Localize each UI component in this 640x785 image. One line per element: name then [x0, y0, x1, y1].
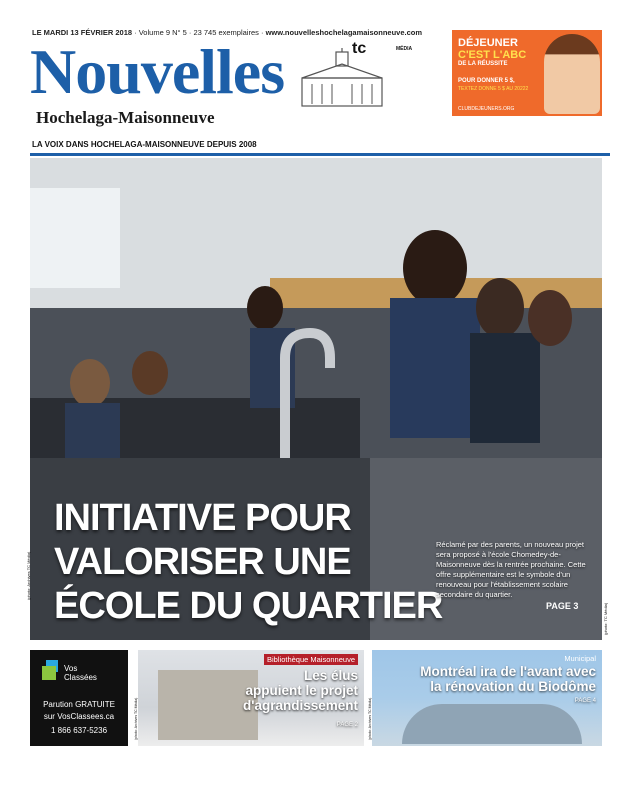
publisher-logo: tc	[352, 40, 367, 57]
ad-website: CLUBDEJEUNERS.ORG	[458, 106, 515, 112]
biodome-kicker: Municipal	[564, 654, 596, 663]
issue-copies: 23 745 exemplaires	[193, 28, 259, 37]
biodome-photo-credit: (photo: Archives TC Média)	[368, 697, 372, 740]
tagline: LA VOIX DANS HOCHELAGA-MAISONNEUVE DEPUIS 2008	[32, 140, 257, 149]
classifieds-brand-line-1: Vos	[64, 664, 78, 673]
classifieds-brand	[64, 664, 97, 682]
headline-line-2: VALORISER UNE	[54, 541, 351, 583]
classifieds-phone: 1 866 637-5236	[50, 726, 108, 735]
biodome-page-ref: PAGE 4	[574, 698, 596, 704]
ad-line-5: TEXTEZ DONNE 5 $ AU 20222	[458, 86, 529, 92]
biodome-title	[420, 664, 596, 694]
top-advertisement[interactable]	[452, 30, 602, 116]
masthead-title: Nouvelles	[30, 36, 285, 107]
classifieds-line-1: Parution GRATUITE	[43, 700, 115, 709]
library-kicker: Bibliothèque Maisonneuve	[264, 654, 358, 665]
main-deck: Réclamé par des parents, un nouveau projet sera proposé à l'école Chomedey-de-Maisonneuve dès la rentrée prochaine. Cette offre supplémentaire est le symbole d'un renouveau pour l'établissement scolaire secondaire du quartier.	[436, 540, 586, 599]
biodome-title-line-1: Montréal ira de l'avant avec	[420, 664, 596, 679]
publisher-suffix: MÉDIA	[396, 46, 413, 52]
biodome-teaser[interactable]	[372, 650, 602, 746]
library-title-line-1: Les élus	[303, 668, 358, 683]
main-headline[interactable]	[54, 496, 442, 628]
photo-credit-left: (photo: Archives TC Média)	[26, 551, 31, 600]
library-title-line-2: appuient le projet	[245, 683, 358, 698]
library-page-ref: PAGE 2	[336, 722, 358, 728]
website-link[interactable]: www.nouvelleshochelagamaisonneuve.com	[265, 28, 423, 37]
main-page-ref[interactable]: PAGE 3	[546, 601, 579, 611]
headline-line-1: INITIATIVE POUR	[54, 497, 351, 539]
masthead-rule	[30, 153, 610, 156]
ad-child-photo	[544, 34, 600, 114]
masthead-subtitle: Hochelaga-Maisonneuve	[36, 108, 215, 127]
headline-line-3: ÉCOLE DU QUARTIER	[54, 585, 443, 627]
classifieds-ad[interactable]	[30, 650, 128, 746]
ad-line-4: POUR DONNER 5 $,	[458, 78, 515, 84]
classifieds-brand-line-2: Classées	[64, 673, 97, 682]
ad-line-1: DÉJEUNER	[458, 37, 518, 49]
issue-volume: Volume 9 N° 5	[138, 28, 187, 37]
classifieds-line-2: sur VosClassees.ca	[43, 712, 115, 721]
library-photo-credit: (photo: Archives TC Média)	[134, 697, 138, 740]
masthead	[30, 36, 440, 130]
ad-line-3: DE LA RÉUSSITE	[458, 61, 508, 67]
library-title-line-3: d'agrandissement	[243, 698, 358, 713]
issue-date: LE MARDI 13 FÉVRIER 2018	[32, 28, 133, 37]
library-title	[243, 668, 358, 713]
photo-credit-right: (photo: TC Média)	[603, 602, 608, 635]
main-photo[interactable]	[30, 158, 602, 640]
biodome-title-line-2: la rénovation du Biodôme	[430, 679, 596, 694]
church-icon	[292, 48, 392, 108]
library-teaser[interactable]	[138, 650, 364, 746]
dateline: LE MARDI 13 FÉVRIER 2018 · Volume 9 N° 5 · 23 745 exemplaires · www.nouvelleshochelagamaisonneuve.com	[32, 28, 423, 37]
ad-line-2: C'EST L'ABC	[458, 49, 527, 61]
biodome-photo	[402, 704, 582, 744]
classifieds-logo-icon-2	[42, 666, 56, 680]
